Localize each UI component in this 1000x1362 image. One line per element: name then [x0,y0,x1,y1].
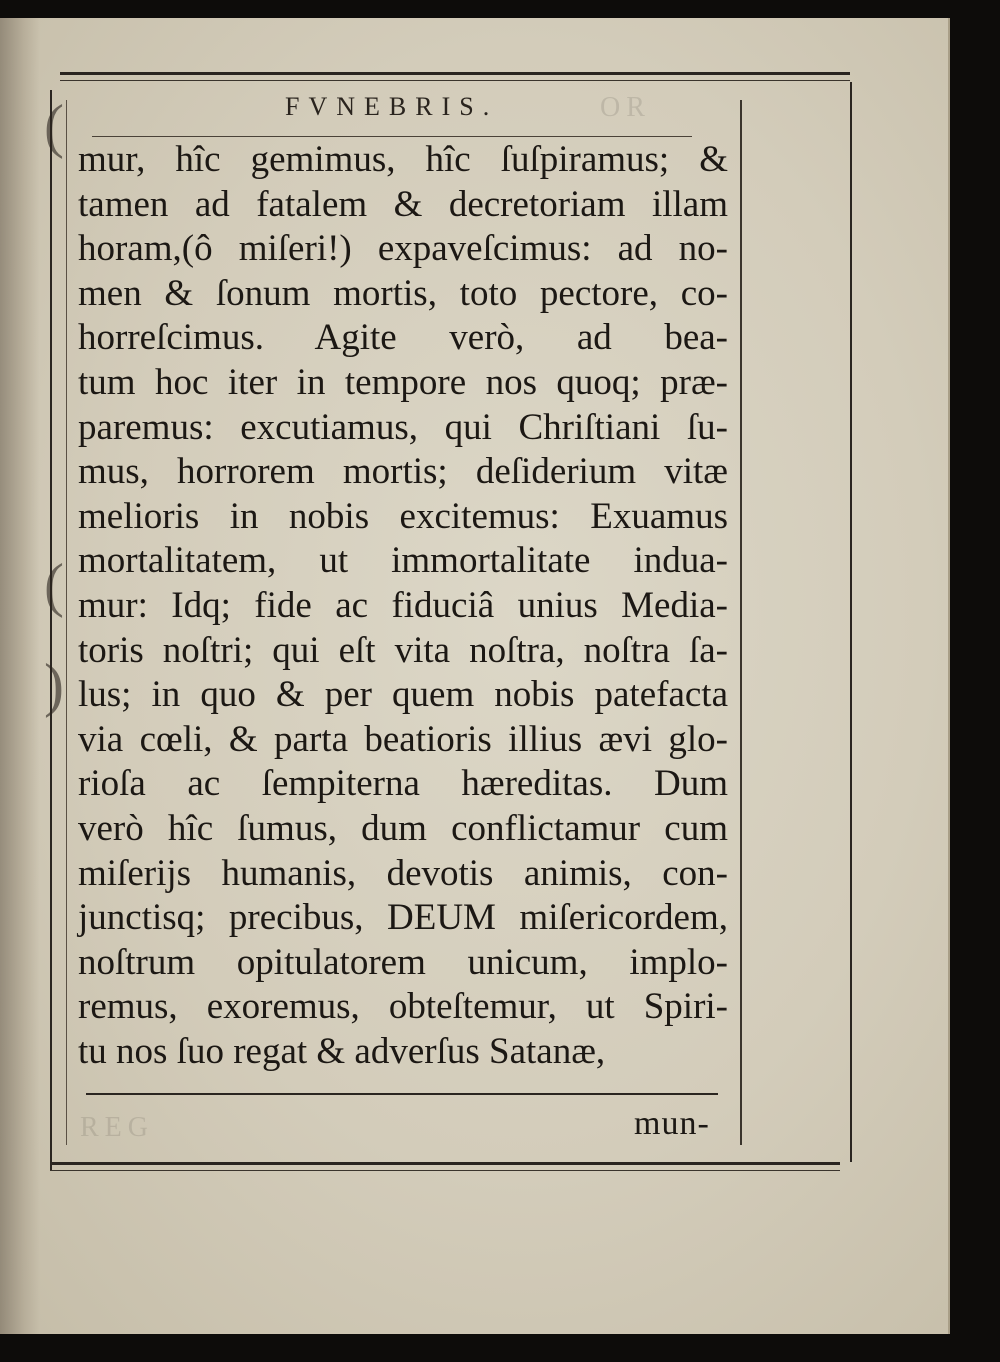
frame-left-rule [50,90,52,1170]
text-line: mortalitatem, ut immortalitate indua- [78,540,728,582]
text-line: tu nos ſuo regat & adverſus Satanæ, [78,1030,606,1072]
bracket-mark-lower: ) [44,652,64,718]
text-line: noſtrum opitulatorem unicum, implo- [78,941,728,983]
text-line: lus; in quo & per quem nobis patefacta [78,674,728,716]
text-line: mus, horrorem mortis; deſiderium vitæ [78,451,728,493]
text-line: junctisq; precibus, DEUM miſericordem, [78,897,728,939]
show-through-ghost-catchword: REG [80,1112,154,1143]
show-through-ghost-header: OR [600,92,651,123]
frame-top-rule-thin [60,80,850,81]
text-line: horreſcimus. Agite verò, ad bea- [78,317,728,359]
frame-right-rule [850,82,852,1162]
text-line: via cœli, & parta beatioris illius ævi glo- [78,718,728,760]
frame-top-rule [60,72,850,75]
text-line: melioris in nobis excitemus: Exuamus [78,495,728,537]
text-line: rioſa ac ſempiterna hæreditas. Dum [78,763,728,805]
inner-left-rule [66,100,67,1145]
text-line: paremus: excutiamus, qui Chriſtiani ſu- [78,406,728,448]
body-text [78,138,728,1074]
running-header: FVNEBRIS. [285,92,499,121]
header-rule [92,136,692,137]
frame-bottom-rule-thin [50,1170,840,1171]
catchword: mun- [634,1105,710,1142]
bracket-mark-top: ( [44,93,64,159]
inner-right-rule [740,100,742,1145]
text-line: remus, exoremus, obteſtemur, ut Spiri- [78,986,728,1028]
text-line: tum hoc iter in tempore nos quoq; præ- [78,361,728,403]
text-line: horam,(ô miſeri!) expaveſcimus: ad no- [78,228,728,270]
text-line: toris noſtri; qui eſt vita noſtra, noſtra ſa- [78,629,728,671]
frame-bottom-rule [50,1162,840,1165]
text-line: mur, hîc gemimus, hîc ſuſpiramus; & [78,139,728,180]
text-line: men & ſonum mortis, toto pectore, co- [78,272,728,314]
text-line: tamen ad fatalem & decretoriam illam [78,183,728,225]
text-line: miſerijs humanis, devotis animis, con- [78,852,728,894]
bracket-mark-middle: ( [44,552,64,618]
text-line: mur: Idq; fide ac fiduciâ unius Media- [78,584,728,626]
text-line: verò hîc ſumus, dum conflictamur cum [78,807,728,849]
spine-shadow [0,18,40,1334]
text-bottom-rule [86,1093,718,1095]
